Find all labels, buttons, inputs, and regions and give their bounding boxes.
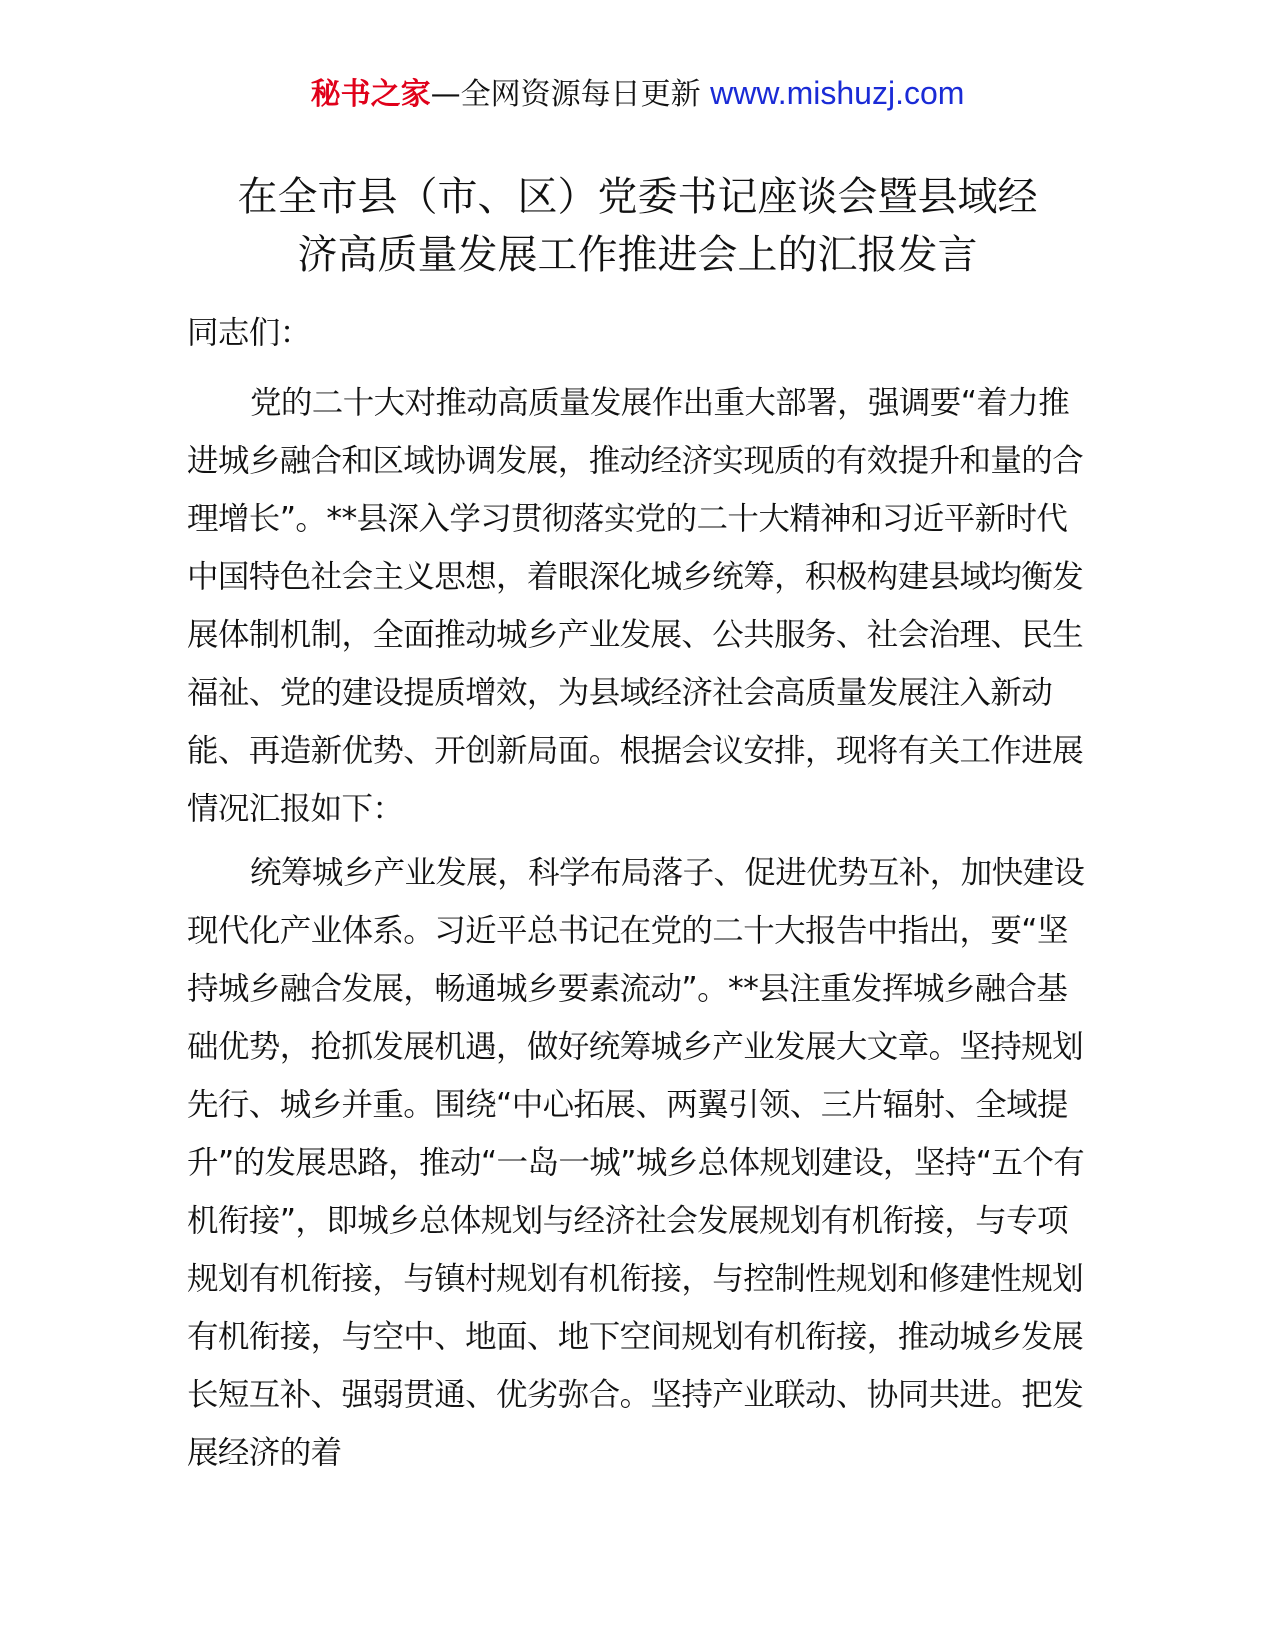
paragraph-industry: 统筹城乡产业发展，科学布局落子、促进优势互补，加快建设现代化产业体系。习近平总书记在党的二十大报告中指出，要“坚持城乡融合发展，畅通城乡要素流动”。**县注重发挥城乡融合基础优势，抢抓发展机遇，做好统筹城乡产业发展大文章。坚持规划先行、城乡并重。围绕“中心拓展、两翼引领、三片辐射、全域提升”的发展思路，推动“一岛一城”城乡总体规划建设，坚持“五个有机衔接”，即城乡总体规划与经济社会发展规划有机衔接，与专项规划有机衔接，与镇村规划有机衔接，与控制性规划和修建性规划有机衔接，与空中、地面、地下空间规划有机衔接，推动城乡发展长短互补、强弱贯通、优劣弥合。坚持产业联动、协同共进。把发展经济的着: [187, 855, 1085, 1471]
document-title-line-2: 济高质量发展工作推进会上的汇报发言: [297, 232, 978, 278]
document-title-line-1: 在全市县（市、区）党委书记座谈会暨县域经: [237, 174, 1038, 220]
site-tagline: —全网资源每日更新: [430, 77, 711, 112]
site-brand: 秘书之家: [310, 77, 431, 112]
document-title: [150, 168, 1125, 284]
site-header: [0, 70, 1275, 118]
paragraph-intro: 党的二十大对推动高质量发展作出重大部署，强调要“着力推进城乡融合和区域协调发展，推动经济实现质的有效提升和量的合理增长”。**县深入学习贯彻落实党的二十大精神和习近平新时代中国特色社会主义思想，着眼深化城乡统筹，积极构建县域均衡发展体制机制，全面推动城乡产业发展、公共服务、社会治理、民生福祉、党的建设提质增效，为县域经济社会高质量发展注入新动能、再造新优势、开创新局面。根据会议安排，现将有关工作进展情况汇报如下：: [187, 385, 1084, 827]
salutation: 同志们：: [187, 315, 311, 351]
site-url-link[interactable]: www.mishuzj.com: [710, 75, 965, 111]
